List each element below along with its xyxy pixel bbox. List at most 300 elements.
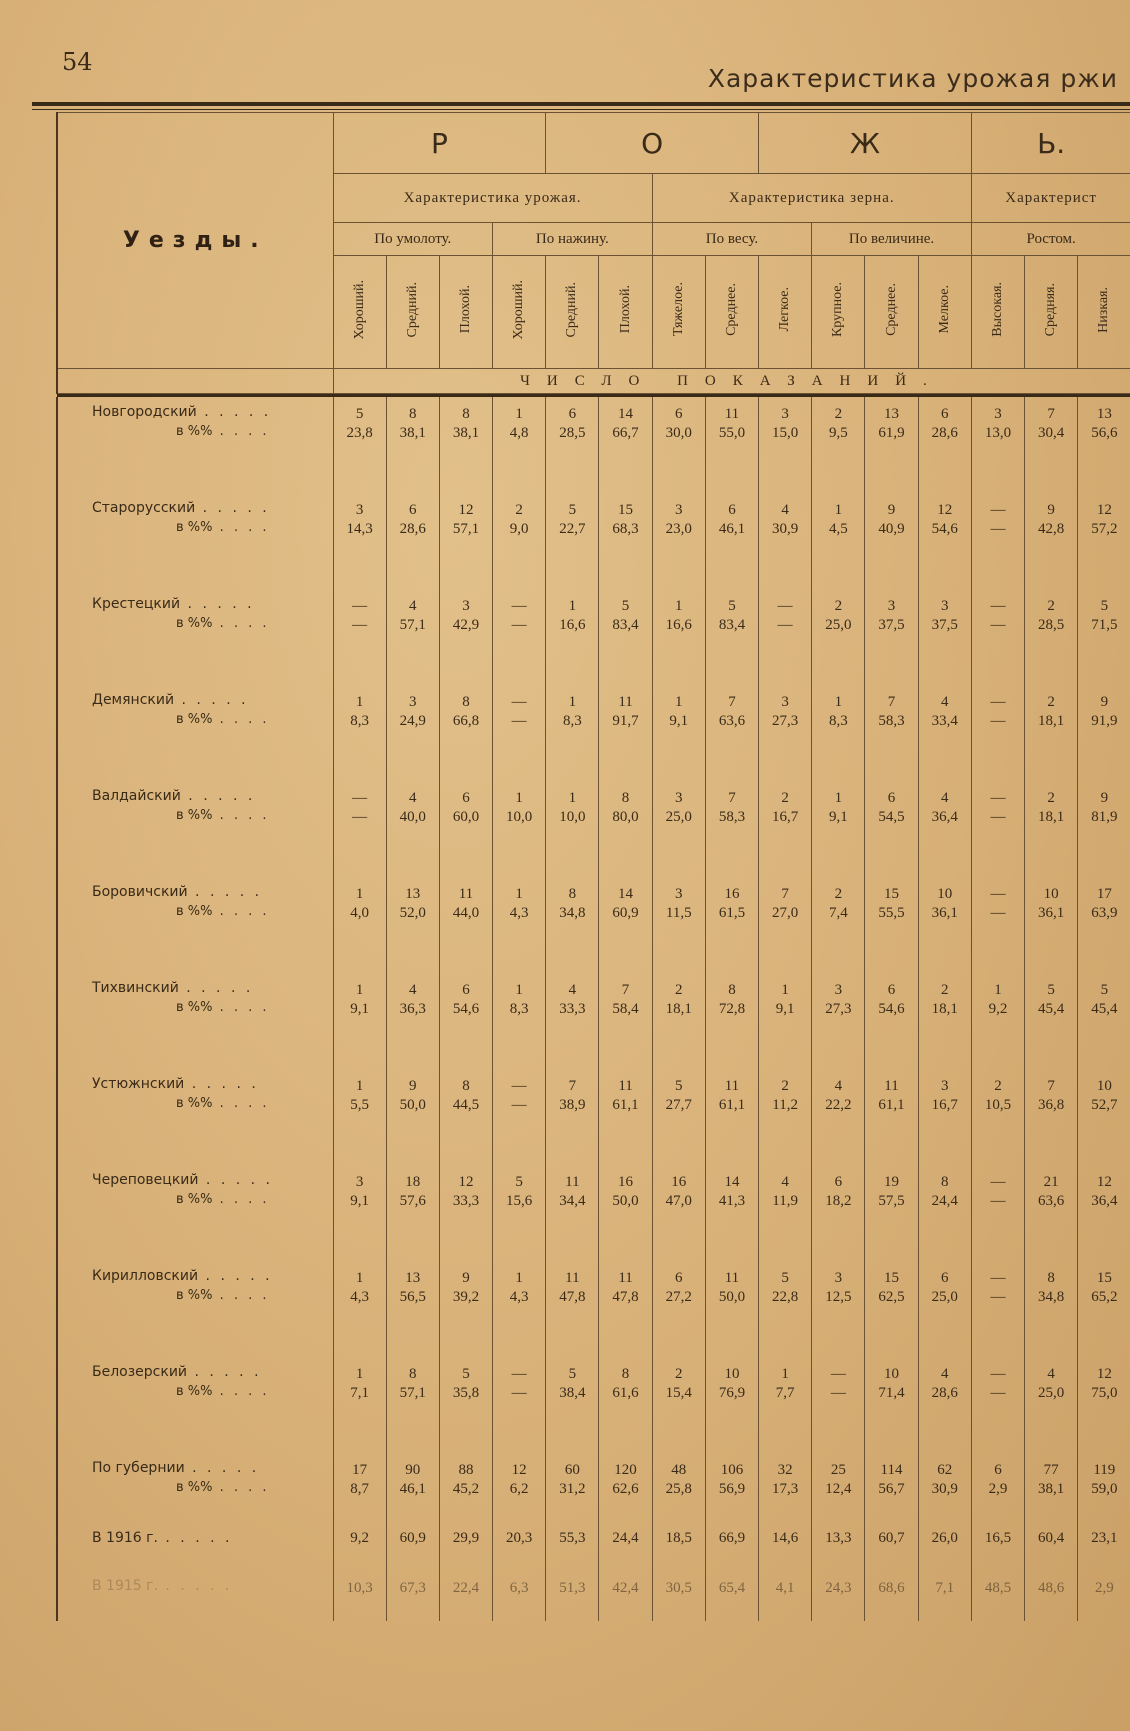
district-name-cell <box>57 1523 333 1571</box>
count-value: 9 <box>409 1078 417 1094</box>
value-cell <box>652 1357 705 1453</box>
count-value: 9 <box>462 1270 470 1286</box>
value-cell <box>652 781 705 877</box>
value-cell <box>546 397 599 493</box>
percent-value: 34,8 <box>1038 1289 1065 1305</box>
percent-value: 63,6 <box>718 713 746 729</box>
percent-value: 38,1 <box>452 425 480 441</box>
count-value: 6 <box>728 502 736 518</box>
value-cell <box>812 397 865 493</box>
page-number: 54 <box>62 48 93 76</box>
count-value: 8 <box>940 1174 949 1190</box>
count-value: — <box>511 694 527 710</box>
count-value: 1 <box>355 982 364 998</box>
count-value: 13 <box>405 886 421 902</box>
count-value: 16 <box>671 1174 687 1190</box>
percent-value: 36,4 <box>1091 1193 1118 1209</box>
value-cell <box>546 1165 599 1261</box>
count-value: — <box>990 1174 1006 1190</box>
percent-value: 62,5 <box>878 1289 905 1305</box>
count-value: — <box>990 1366 1006 1382</box>
percent-value: — <box>990 713 1006 729</box>
value-cell <box>865 1571 918 1621</box>
percent-value: 57,1 <box>452 521 480 537</box>
count-value: 13 <box>884 406 900 422</box>
column-header <box>386 256 439 369</box>
district-name-text: Тихвинский <box>92 980 179 996</box>
count-value: 2 <box>940 982 949 998</box>
value-cell <box>759 1453 812 1523</box>
percent-value: 9,1 <box>350 1193 369 1209</box>
count-value: 5 <box>462 1366 470 1382</box>
value-cell <box>333 1357 386 1453</box>
table-row <box>57 685 1130 781</box>
value-cell <box>1025 1165 1078 1261</box>
percent-label-text: в %% <box>176 1384 213 1399</box>
percent-value: 50,0 <box>718 1289 746 1305</box>
count-value: 1 <box>355 694 364 710</box>
district-name-cell <box>57 589 333 685</box>
value-cell <box>386 1069 439 1165</box>
value-cell <box>759 685 812 781</box>
count-value: 18 <box>405 1174 421 1190</box>
count-value: 5 <box>355 406 364 422</box>
value-cell <box>1078 493 1130 589</box>
value-cell <box>652 1453 705 1523</box>
value-cell <box>1078 781 1130 877</box>
percent-value: 8,3 <box>350 713 369 729</box>
column-header <box>705 256 758 369</box>
percent-value: 36,1 <box>931 905 958 921</box>
value-cell <box>386 1261 439 1357</box>
value-cell <box>812 589 865 685</box>
value-cell <box>705 589 758 685</box>
value-cell <box>546 1523 599 1571</box>
value-cell <box>1078 1571 1130 1621</box>
value-cell <box>812 493 865 589</box>
count-value: 1 <box>355 886 364 902</box>
subgroup-threshing: По умолоту. <box>333 223 493 256</box>
percent-value: 57,1 <box>399 617 426 633</box>
count-value: 4 <box>834 1078 843 1094</box>
count-value: — <box>990 790 1006 806</box>
count-value: 3 <box>994 406 1002 422</box>
value-cell <box>652 685 705 781</box>
value-cell <box>812 1069 865 1165</box>
count-value: 12 <box>511 1462 527 1478</box>
percent-value: 45,4 <box>1038 1001 1065 1017</box>
value-cell <box>918 397 971 493</box>
percent-value: 55,3 <box>559 1530 586 1546</box>
percent-value: 4,3 <box>509 1289 529 1305</box>
percent-value: 7,4 <box>828 905 848 921</box>
district-name-cell <box>57 1069 333 1165</box>
value-cell <box>759 1357 812 1453</box>
percent-label <box>92 1382 329 1401</box>
percent-value: 60,0 <box>452 809 480 825</box>
value-cell <box>333 397 386 493</box>
count-value: 2 <box>834 886 843 902</box>
percent-value: 16,7 <box>931 1097 958 1113</box>
count-value: 9 <box>887 502 896 518</box>
percent-value: 66,9 <box>718 1530 746 1546</box>
column-header-label: Плохой. <box>457 285 473 334</box>
percent-value: 47,8 <box>612 1289 639 1305</box>
percent-value: — <box>990 905 1006 921</box>
percent-value: 56,7 <box>878 1481 905 1497</box>
column-header-label: Средний. <box>404 281 420 338</box>
count-value: 3 <box>674 502 683 518</box>
value-cell <box>386 589 439 685</box>
value-cell <box>1025 493 1078 589</box>
percent-value: 10,0 <box>506 809 533 825</box>
count-value: 6 <box>674 1270 683 1286</box>
leader-dots: . . . . . <box>180 788 256 804</box>
percent-label-text: в %% <box>176 712 213 727</box>
percent-value: 17,3 <box>772 1481 799 1497</box>
column-header <box>865 256 918 369</box>
percent-value: 44,0 <box>452 905 480 921</box>
percent-value: 23,1 <box>1091 1530 1118 1546</box>
count-value: 6 <box>887 982 896 998</box>
percent-value: 15,0 <box>772 425 799 441</box>
table-row <box>57 1069 1130 1165</box>
count-value: 11 <box>618 1270 633 1286</box>
value-cell <box>865 973 918 1069</box>
percent-value: 30,9 <box>931 1481 958 1497</box>
district-name-text: Демянский <box>92 692 175 708</box>
value-cell <box>546 1571 599 1621</box>
value-cell <box>759 781 812 877</box>
percent-value: 9,2 <box>350 1530 369 1546</box>
value-cell <box>599 973 652 1069</box>
percent-value: 15,6 <box>506 1193 533 1209</box>
percent-label <box>92 710 329 729</box>
table-row <box>57 877 1130 973</box>
district-name <box>92 1577 329 1596</box>
percent-label <box>92 1286 329 1305</box>
count-value: — <box>511 598 527 614</box>
leader-dots: . . . . <box>212 1192 270 1207</box>
district-name-cell <box>57 685 333 781</box>
count-value: 3 <box>781 406 789 422</box>
count-value: 3 <box>674 886 683 902</box>
percent-value: 63,6 <box>1038 1193 1065 1209</box>
percent-value: 16,5 <box>984 1530 1012 1546</box>
district-name-text: Валдайский <box>92 788 181 804</box>
leader-dots: . . . . <box>212 1000 270 1015</box>
leader-dots: . . . . . <box>157 1530 233 1546</box>
value-cell <box>705 1357 758 1453</box>
value-cell <box>599 877 652 973</box>
percent-value: 24,4 <box>612 1530 639 1546</box>
percent-value: 57,1 <box>399 1385 426 1401</box>
percent-value: 25,0 <box>1038 1385 1065 1401</box>
count-value: 8 <box>621 790 630 806</box>
column-header <box>493 256 546 369</box>
count-value: 11 <box>458 886 474 902</box>
percent-label <box>92 1478 329 1497</box>
leader-dots: . . . . . <box>195 500 270 516</box>
count-value: 6 <box>940 1270 949 1286</box>
percent-value: 24,9 <box>399 713 426 729</box>
count-value: 12 <box>937 502 953 518</box>
count-value: 7 <box>781 886 789 902</box>
percent-value: 23,0 <box>665 521 692 537</box>
percent-value: 37,5 <box>931 617 958 633</box>
value-cell <box>918 685 971 781</box>
percent-value: 55,0 <box>718 425 746 441</box>
crop-letter-4: Ь. <box>971 113 1130 174</box>
value-cell <box>493 877 546 973</box>
count-value: 1 <box>355 1270 364 1286</box>
percent-value: 52,7 <box>1091 1097 1118 1113</box>
column-header <box>546 256 599 369</box>
count-value: 19 <box>884 1174 900 1190</box>
value-cell <box>971 685 1024 781</box>
count-value: 1 <box>781 982 789 998</box>
value-cell <box>599 1571 652 1621</box>
percent-value: 4,3 <box>350 1289 369 1305</box>
percent-value: 42,4 <box>612 1580 639 1596</box>
value-cell <box>759 1523 812 1571</box>
count-value: — <box>990 694 1006 710</box>
percent-value: 40,9 <box>878 521 905 537</box>
count-value: 13 <box>1096 406 1112 422</box>
value-cell <box>1078 877 1130 973</box>
value-cell <box>439 397 492 493</box>
percent-value: 27,0 <box>772 905 799 921</box>
value-cell <box>865 1069 918 1165</box>
percent-label-text: в %% <box>176 1288 213 1303</box>
count-value: 1 <box>515 406 523 422</box>
value-cell <box>759 1571 812 1621</box>
value-cell <box>439 685 492 781</box>
percent-value: 61,9 <box>878 425 905 441</box>
district-name-cell <box>57 1165 333 1261</box>
percent-label <box>92 806 329 825</box>
count-label: ЧИСЛО ПОКАЗАНИЙ. <box>333 369 1130 394</box>
leader-dots: . . . . <box>212 808 270 823</box>
percent-value: 60,4 <box>1038 1530 1065 1546</box>
count-value: — <box>511 1078 527 1094</box>
percent-value: 45,4 <box>1091 1001 1118 1017</box>
count-value: 4 <box>409 598 417 614</box>
value-cell <box>865 493 918 589</box>
year-1916-row <box>57 1523 1130 1571</box>
percent-value: 76,9 <box>718 1385 746 1401</box>
percent-value: 58,4 <box>612 1001 639 1017</box>
percent-value: 51,3 <box>559 1580 586 1596</box>
value-cell <box>865 685 918 781</box>
value-cell <box>918 1165 971 1261</box>
count-value: 7 <box>887 694 896 710</box>
value-cell <box>439 1523 492 1571</box>
count-value: 15 <box>884 886 900 902</box>
count-value: 16 <box>724 886 740 902</box>
percent-value: 18,5 <box>665 1530 692 1546</box>
table-row <box>57 589 1130 685</box>
count-value: 2 <box>515 502 523 518</box>
value-cell <box>493 1357 546 1453</box>
value-cell <box>386 1165 439 1261</box>
leader-dots: . . . . <box>212 712 270 727</box>
value-cell <box>546 973 599 1069</box>
percent-value: 57,6 <box>399 1193 426 1209</box>
count-value: 15 <box>884 1270 900 1286</box>
district-name-cell <box>57 493 333 589</box>
value-cell <box>1078 685 1130 781</box>
count-value: 1 <box>515 982 523 998</box>
value-cell <box>865 1165 918 1261</box>
percent-value: 61,5 <box>718 905 746 921</box>
count-value: 1 <box>355 1078 364 1094</box>
count-value: 3 <box>940 598 949 614</box>
count-value: 1 <box>781 1366 789 1382</box>
count-value: 4 <box>409 790 417 806</box>
percent-value: 18,1 <box>1038 713 1065 729</box>
value-cell <box>439 877 492 973</box>
column-header <box>759 256 812 369</box>
count-value: 5 <box>1100 598 1109 614</box>
value-cell <box>546 1261 599 1357</box>
value-cell <box>333 685 386 781</box>
count-value: — <box>990 886 1006 902</box>
percent-value: 38,1 <box>1038 1481 1065 1497</box>
column-header <box>971 256 1024 369</box>
column-header-label: Легкое. <box>777 287 793 332</box>
district-name-cell <box>57 781 333 877</box>
percent-value: 30,4 <box>1038 425 1065 441</box>
value-cell <box>812 1453 865 1523</box>
value-cell <box>865 1357 918 1453</box>
value-cell <box>812 1165 865 1261</box>
value-cell <box>865 781 918 877</box>
district-name <box>92 1529 329 1548</box>
percent-value: 40,0 <box>399 809 426 825</box>
column-header-label: Хороший. <box>351 279 367 340</box>
value-cell <box>386 397 439 493</box>
value-cell <box>493 1571 546 1621</box>
value-cell <box>546 877 599 973</box>
value-cell <box>493 493 546 589</box>
percent-value: 7,1 <box>350 1385 369 1401</box>
count-value: 14 <box>618 406 634 422</box>
value-cell <box>652 1571 705 1621</box>
district-name-cell <box>57 1357 333 1453</box>
value-cell <box>439 1069 492 1165</box>
count-value: 16 <box>618 1174 634 1190</box>
leader-dots: . . . . . <box>184 1076 259 1092</box>
count-value: 10 <box>937 886 953 902</box>
count-value: 1 <box>568 694 577 710</box>
value-cell <box>652 589 705 685</box>
district-name <box>92 595 329 614</box>
value-cell <box>386 781 439 877</box>
count-value: 3 <box>781 694 789 710</box>
value-cell <box>652 397 705 493</box>
value-cell <box>386 1453 439 1523</box>
count-value: 2 <box>781 1078 789 1094</box>
percent-value: 54,6 <box>878 1001 905 1017</box>
percent-value: 27,2 <box>665 1289 692 1305</box>
percent-value: 13,3 <box>825 1530 852 1546</box>
percent-value: 58,3 <box>878 713 905 729</box>
count-value: 14 <box>618 886 634 902</box>
count-value: 7 <box>728 694 736 710</box>
percent-value: 47,8 <box>559 1289 586 1305</box>
district-name <box>92 1075 329 1094</box>
percent-value: 10,3 <box>346 1580 373 1596</box>
percent-value: 34,4 <box>559 1193 586 1209</box>
percent-value: 11,5 <box>665 905 692 921</box>
value-cell <box>493 589 546 685</box>
percent-value: 27,7 <box>665 1097 692 1113</box>
value-cell <box>546 493 599 589</box>
count-value: — <box>990 502 1006 518</box>
percent-value: 14,6 <box>772 1530 799 1546</box>
percent-value: 61,6 <box>612 1385 639 1401</box>
value-cell <box>705 1261 758 1357</box>
percent-value: 80,0 <box>612 809 639 825</box>
count-value: 2 <box>674 1366 683 1382</box>
value-cell <box>439 1571 492 1621</box>
district-name <box>92 787 329 806</box>
percent-value: 4,5 <box>828 521 848 537</box>
district-name-cell <box>57 397 333 493</box>
percent-label-text: в %% <box>176 904 213 919</box>
count-value: 13 <box>405 1270 421 1286</box>
total-row <box>57 1453 1130 1523</box>
percent-value: 44,5 <box>452 1097 480 1113</box>
count-value: 4 <box>781 502 789 518</box>
percent-value: 30,9 <box>772 521 799 537</box>
value-cell <box>493 1069 546 1165</box>
leader-dots: . . . . <box>212 1288 270 1303</box>
percent-value: 25,8 <box>665 1481 692 1497</box>
count-value: 60 <box>564 1462 580 1478</box>
count-value: 6 <box>834 1174 843 1190</box>
value-cell <box>546 1453 599 1523</box>
table-row <box>57 397 1130 493</box>
value-cell <box>439 1261 492 1357</box>
percent-value: 56,6 <box>1091 425 1118 441</box>
count-label-spacer <box>57 369 333 394</box>
table-row <box>57 493 1130 589</box>
value-cell <box>705 781 758 877</box>
count-value: 5 <box>621 598 630 614</box>
percent-label-text: в %% <box>176 520 213 535</box>
percent-label-text: в %% <box>176 808 213 823</box>
count-value: 3 <box>674 790 683 806</box>
percent-value: 8,3 <box>509 1001 529 1017</box>
count-value: 9 <box>1047 502 1055 518</box>
value-cell <box>652 1523 705 1571</box>
count-value: — <box>777 598 793 614</box>
count-value: 1 <box>568 598 577 614</box>
value-cell <box>439 1165 492 1261</box>
count-value: 1 <box>834 502 843 518</box>
percent-value: 28,6 <box>931 425 958 441</box>
value-cell <box>652 493 705 589</box>
percent-value: 75,0 <box>1091 1385 1118 1401</box>
count-value: 3 <box>940 1078 949 1094</box>
percent-value: 58,3 <box>718 809 746 825</box>
value-cell <box>1025 685 1078 781</box>
count-value: 12 <box>1096 502 1112 518</box>
percent-value: 63,9 <box>1091 905 1118 921</box>
count-value: 8 <box>409 406 417 422</box>
